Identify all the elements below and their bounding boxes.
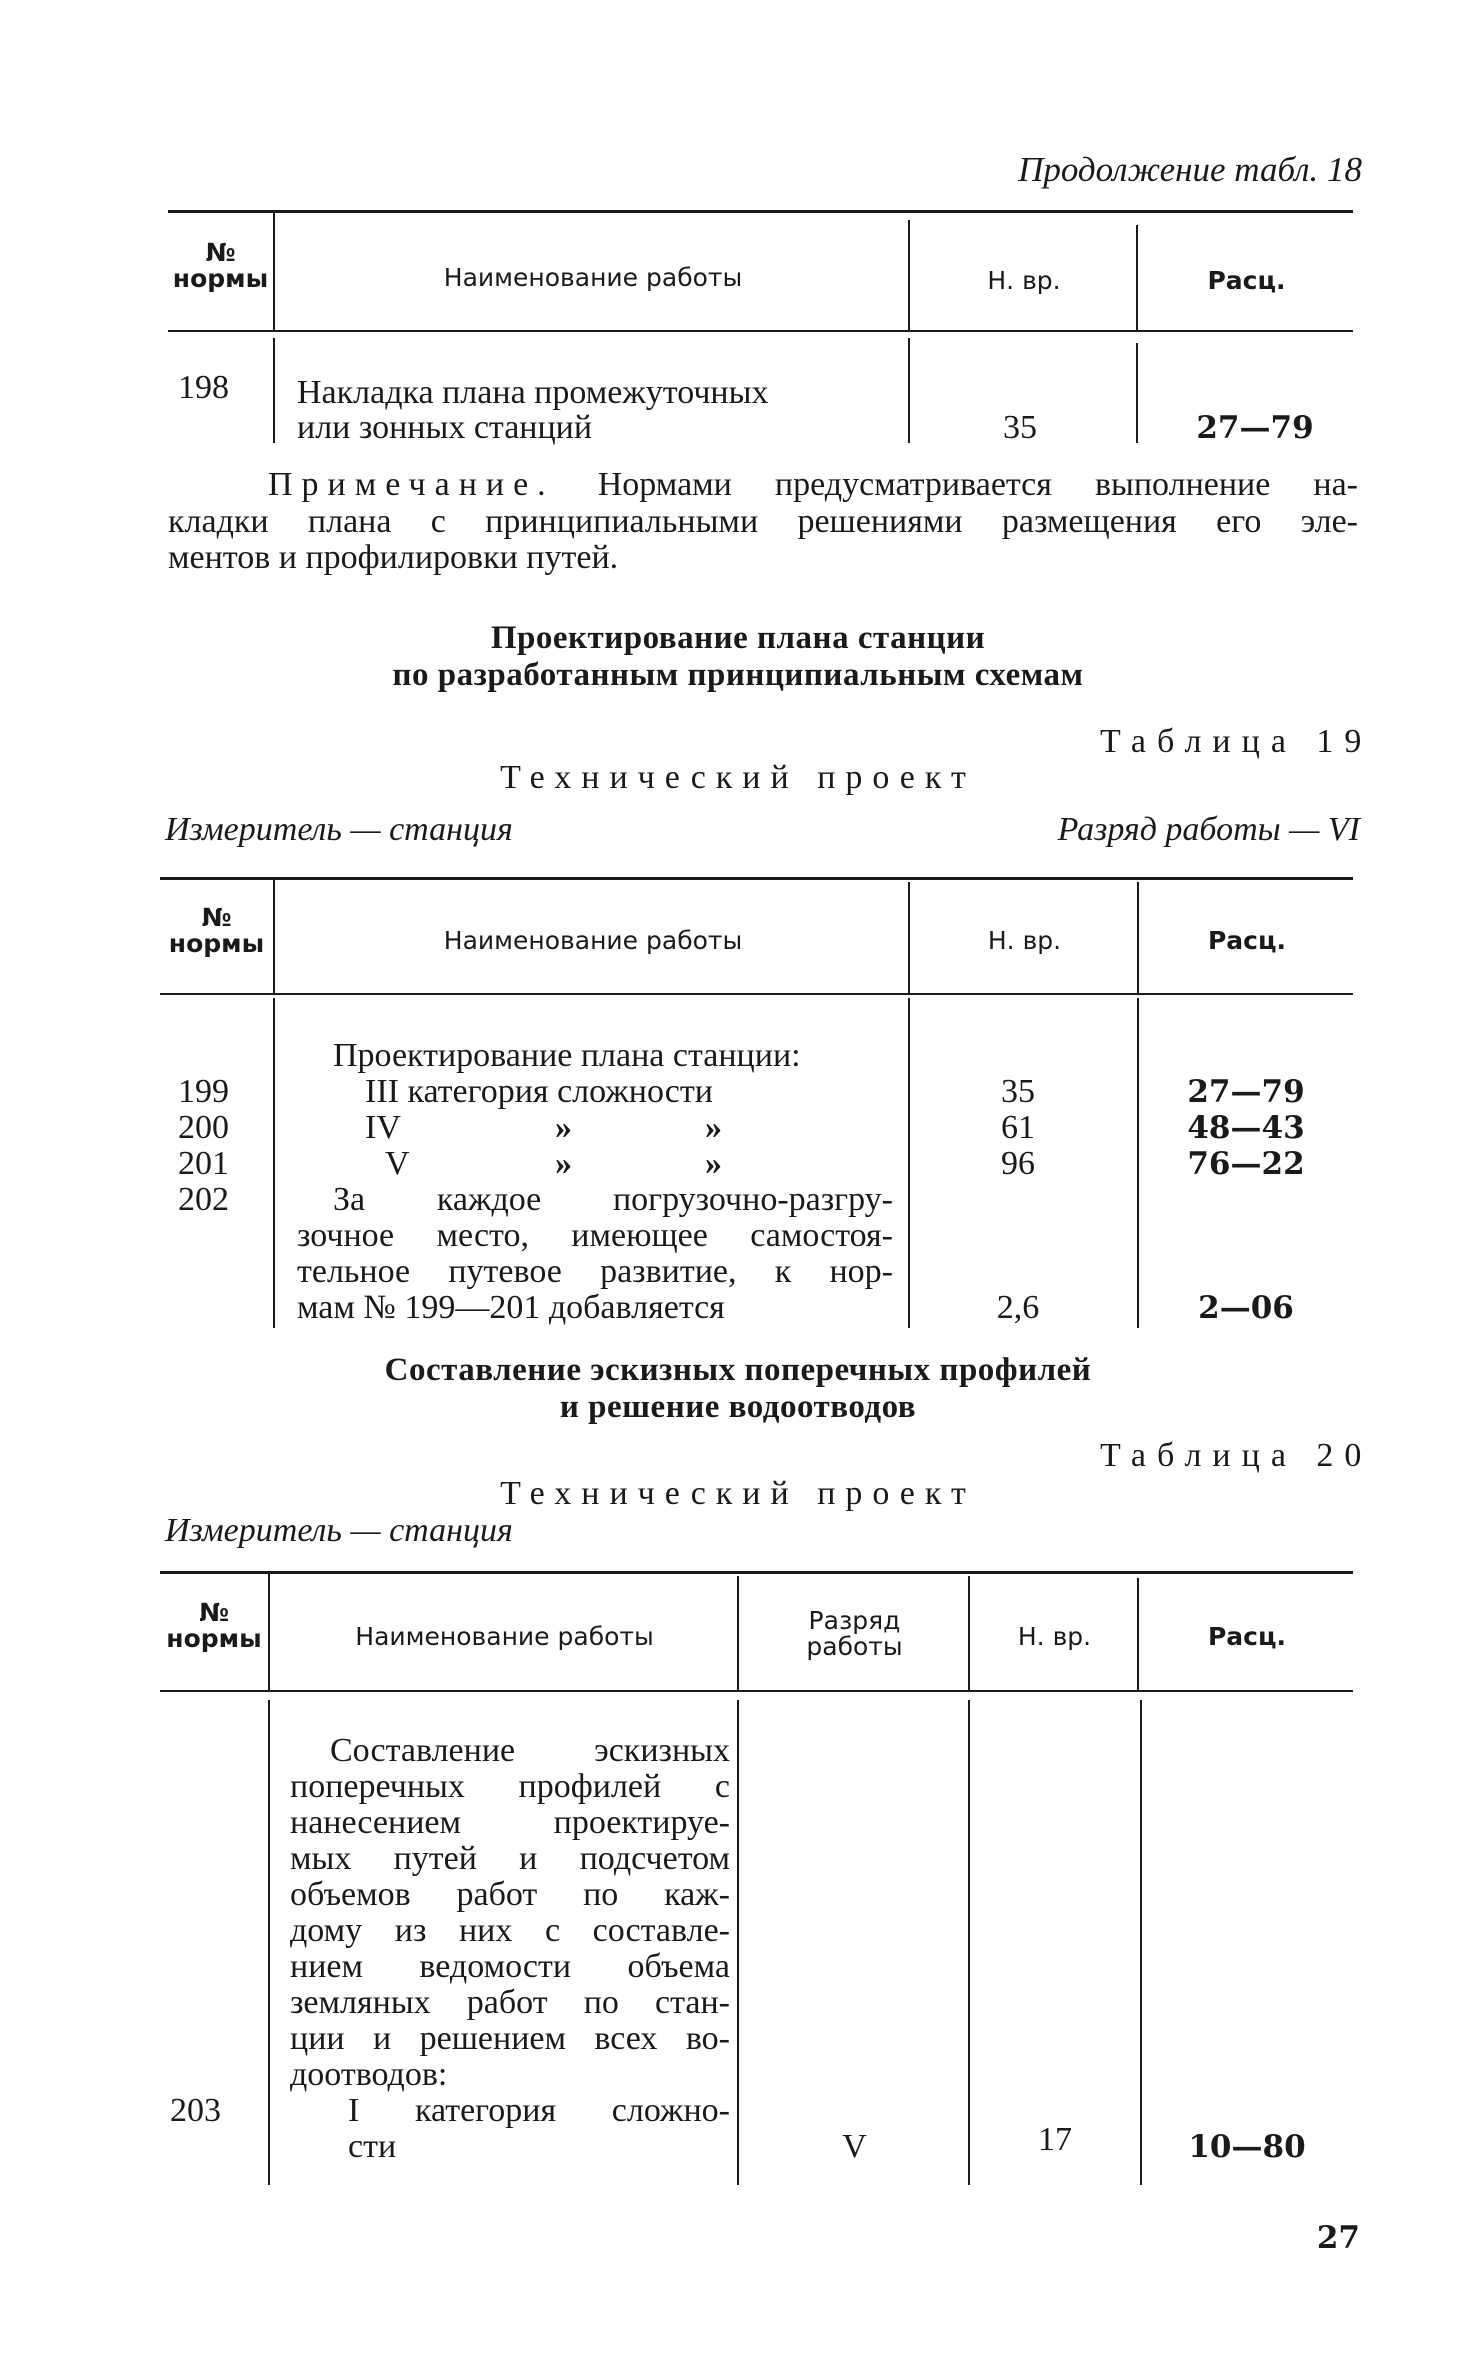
column-divider [273, 998, 275, 1328]
ditto-mark: » [555, 1109, 572, 1146]
time-value: 35 [1001, 1073, 1035, 1110]
note-text: Нормами предусматривается выполнение на- [597, 466, 1359, 503]
work-name-line: V [385, 1145, 410, 1182]
header-name: Наименование работы [443, 926, 743, 955]
header-no [168, 240, 273, 292]
table-subtitle: Технический проект [500, 759, 976, 796]
table-subtitle: Технический проект [500, 1475, 976, 1512]
header-no [160, 1600, 268, 1652]
measure-unit: Измеритель — станция [165, 1512, 513, 1549]
header-name: Наименование работы [443, 263, 743, 292]
header-grade-line: Разряд [808, 1606, 901, 1635]
page-number: 27 [1316, 2220, 1360, 2256]
norm-number: 199 [178, 1073, 229, 1110]
table-rule [168, 210, 1353, 213]
rate-value: 48—43 [1187, 1110, 1305, 1146]
header-no-symbol: № [205, 238, 236, 267]
work-name-line: За каждое погрузочно-разгру- [333, 1181, 893, 1218]
section-heading: Составление эскизных поперечных профилей [384, 1352, 1092, 1388]
continuation-title: Продолжение табл. 18 [1018, 150, 1362, 189]
header-grade [741, 1608, 968, 1660]
column-divider [737, 1576, 739, 1690]
column-divider [1136, 225, 1138, 330]
time-value: 2,6 [996, 1289, 1040, 1326]
work-name-line: земляных работ по стан- [290, 1984, 730, 2021]
column-divider [1140, 1700, 1142, 2185]
ditto-mark: » [555, 1145, 572, 1182]
work-grade: Разряд работы — VI [1057, 811, 1360, 848]
norm-number: 200 [178, 1109, 229, 1146]
ditto-mark: » [705, 1145, 722, 1182]
time-value: 61 [1001, 1109, 1035, 1146]
header-no-symbol: № [198, 1598, 230, 1627]
work-name-line: мам № 199—201 добавляется [297, 1289, 725, 1326]
work-name-line: сти [348, 2128, 397, 2165]
rate-value: 27—79 [1187, 1074, 1305, 1110]
work-name-line: I категория сложно- [348, 2092, 730, 2129]
column-divider [1137, 882, 1139, 993]
header-name: Наименование работы [355, 1622, 654, 1651]
time-value: 35 [1003, 409, 1037, 446]
time-value: 17 [1038, 2121, 1072, 2158]
work-name-line: нанесением проектируе- [290, 1804, 730, 1841]
table-label: Таблица 19 [1100, 723, 1373, 760]
work-name-line: ции и решением всех во- [290, 2020, 730, 2057]
header-no-label: нормы [172, 264, 269, 293]
work-name-line: тельное путевое развитие, к нор- [297, 1253, 893, 1290]
table-rule [160, 1690, 1353, 1692]
work-name-line: дому из них с составле- [290, 1912, 730, 1949]
header-rate: Расц. [1207, 1622, 1287, 1651]
norm-number: 201 [178, 1145, 229, 1182]
column-divider [273, 338, 275, 443]
work-name-line: мых путей и подсчетом [290, 1840, 730, 1877]
note-line: ментов и профилировки путей. [168, 539, 619, 576]
column-divider [1137, 1578, 1139, 1690]
norm-number: 202 [178, 1181, 229, 1218]
header-no-symbol: № [201, 903, 232, 932]
header-no-label: нормы [166, 1624, 262, 1653]
work-name-line: зочное место, имеющее самостоя- [297, 1217, 893, 1254]
work-name-line: поперечных профилей с [290, 1768, 730, 1805]
work-name-line: Проектирование плана станции: [333, 1037, 801, 1074]
work-name-line: доотводов: [290, 2056, 448, 2093]
column-divider [273, 880, 275, 993]
section-heading: Проектирование плана станции [490, 620, 986, 656]
work-name-line: IV [365, 1109, 401, 1146]
note-line [268, 467, 1358, 503]
column-divider [908, 882, 910, 993]
work-name-line: объемов работ по каж- [290, 1876, 730, 1913]
note-label: Примечание. [268, 466, 555, 503]
work-name-line: или зонных станций [297, 409, 593, 446]
column-divider [908, 220, 910, 330]
work-name-line: нием ведомости объема [290, 1948, 730, 1985]
grade-value: V [842, 2128, 867, 2165]
table-rule [160, 993, 1353, 995]
column-divider [273, 212, 275, 330]
column-divider [908, 998, 910, 1328]
work-name-line: Составление эскизных [330, 1732, 730, 1769]
measure-unit: Измеритель — станция [165, 811, 513, 848]
header-no-label: нормы [168, 929, 265, 958]
header-grade-line: работы [806, 1632, 903, 1661]
norm-number: 203 [170, 2092, 221, 2129]
header-rate: Расц. [1207, 266, 1286, 295]
norm-number: 198 [178, 369, 229, 406]
header-no [160, 905, 273, 957]
table-label: Таблица 20 [1100, 1437, 1373, 1474]
rate-value: 10—80 [1188, 2129, 1306, 2165]
rate-value: 76—22 [1187, 1146, 1305, 1182]
column-divider [908, 338, 910, 443]
section-heading: и решение водоотводов [559, 1389, 917, 1425]
note-line: кладки плана с принципиальными решениями размещения его эле- [168, 503, 1358, 540]
time-value: 96 [1001, 1145, 1035, 1182]
table-rule [168, 330, 1353, 332]
work-name-line: Накладка плана промежуточных [297, 374, 769, 411]
header-time: Н. вр. [987, 266, 1061, 295]
table-rule [160, 1571, 1353, 1574]
rate-value: 27—79 [1196, 410, 1314, 446]
section-heading: по разработанным принципиальным схемам [392, 657, 1084, 693]
header-time: Н. вр. [1017, 1622, 1092, 1651]
work-name-line: III категория сложности [365, 1073, 713, 1110]
column-divider [268, 1700, 270, 2185]
rate-value: 2—06 [1198, 1290, 1294, 1326]
column-divider [968, 1576, 970, 1690]
column-divider [1136, 343, 1138, 443]
column-divider [737, 1700, 739, 2185]
table-rule [160, 877, 1353, 880]
column-divider [968, 1700, 970, 2185]
header-time: Н. вр. [987, 926, 1062, 955]
ditto-mark: » [705, 1109, 722, 1146]
column-divider [268, 1574, 270, 1690]
column-divider [1137, 998, 1139, 1328]
header-rate: Расц. [1207, 926, 1287, 955]
